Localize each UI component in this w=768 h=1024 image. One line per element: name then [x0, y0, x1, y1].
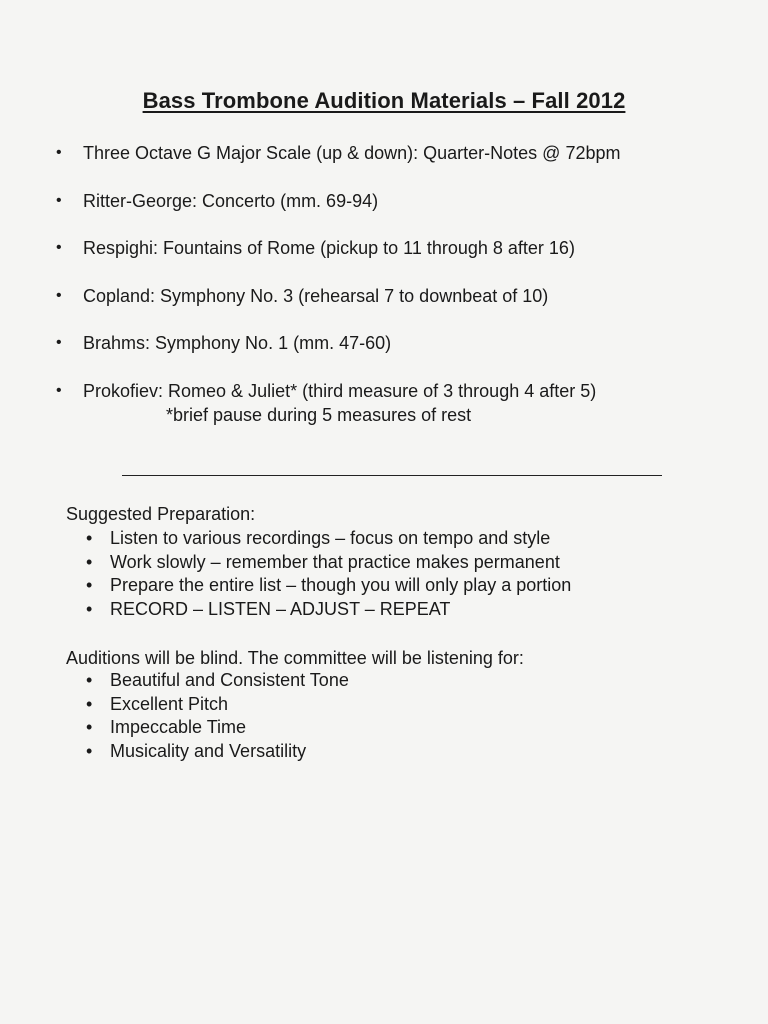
- bullet-icon: •: [86, 551, 93, 572]
- list-item: [86, 740, 726, 764]
- list-item: [56, 190, 746, 238]
- bullet-icon: •: [56, 334, 62, 352]
- auditions-heading: Auditions will be blind. The committee will be listening for:: [66, 648, 524, 668]
- auditions-item-text: Musicality and Versatility: [110, 740, 307, 761]
- bullet-icon: •: [86, 740, 93, 761]
- repertoire-item-text: Brahms: Symphony No. 1 (mm. 47-60): [83, 333, 392, 354]
- list-item: [56, 285, 746, 333]
- auditions-item-text: Impeccable Time: [110, 717, 247, 737]
- bullet-icon: •: [86, 528, 93, 548]
- bullet-icon: •: [56, 144, 62, 161]
- repertoire-item-text: Ritter-George: Concerto (mm. 69-94): [83, 190, 379, 211]
- footnote: *brief pause during 5 measures of rest: [166, 404, 472, 425]
- list-item: [86, 598, 726, 622]
- list-item: [86, 716, 726, 740]
- bullet-icon: •: [86, 575, 93, 595]
- preparation-heading: Suggested Preparation:: [66, 504, 256, 524]
- auditions-list: [86, 669, 726, 763]
- repertoire-item-text: Copland: Symphony No. 3 (rehearsal 7 to downbeat of 10): [83, 285, 549, 306]
- preparation-list: [86, 527, 726, 621]
- divider: [122, 475, 662, 476]
- bullet-icon: •: [56, 191, 62, 209]
- list-item: [56, 332, 746, 380]
- bullet-icon: •: [86, 717, 93, 737]
- list-item: [56, 237, 746, 285]
- list-item: [86, 669, 726, 693]
- list-item: [86, 527, 726, 551]
- bullet-icon: •: [56, 286, 62, 304]
- auditions-item-text: Excellent Pitch: [110, 693, 229, 714]
- repertoire-list: [56, 142, 746, 428]
- bullet-icon: •: [86, 693, 93, 714]
- bullet-icon: •: [56, 381, 62, 399]
- bullet-icon: •: [86, 670, 93, 690]
- preparation-item-text: Listen to various recordings – focus on tempo and style: [110, 528, 551, 548]
- bullet-icon: •: [56, 239, 62, 257]
- bullet-icon: •: [86, 598, 93, 619]
- page-title: Bass Trombone Audition Materials – Fall 2012: [142, 88, 626, 113]
- preparation-item-text: Prepare the entire list – though you will only play a portion: [110, 575, 572, 595]
- repertoire-item-text: Three Octave G Major Scale (up & down): Quarter-Notes @ 72bpm: [83, 143, 621, 163]
- list-item: [56, 380, 746, 428]
- repertoire-item-text: Prokofiev: Romeo & Juliet* (third measure of 3 through 4 after 5): [83, 380, 597, 401]
- repertoire-item-text: Respighi: Fountains of Rome (pickup to 11 through 8 after 16): [83, 238, 575, 259]
- list-item: [86, 693, 726, 717]
- preparation-item-text: RECORD – LISTEN – ADJUST – REPEAT: [110, 598, 451, 619]
- list-item: [86, 574, 726, 598]
- auditions-item-text: Beautiful and Consistent Tone: [110, 670, 349, 690]
- list-item: [86, 551, 726, 575]
- list-item: [56, 142, 746, 190]
- preparation-item-text: Work slowly – remember that practice makes permanent: [110, 551, 560, 572]
